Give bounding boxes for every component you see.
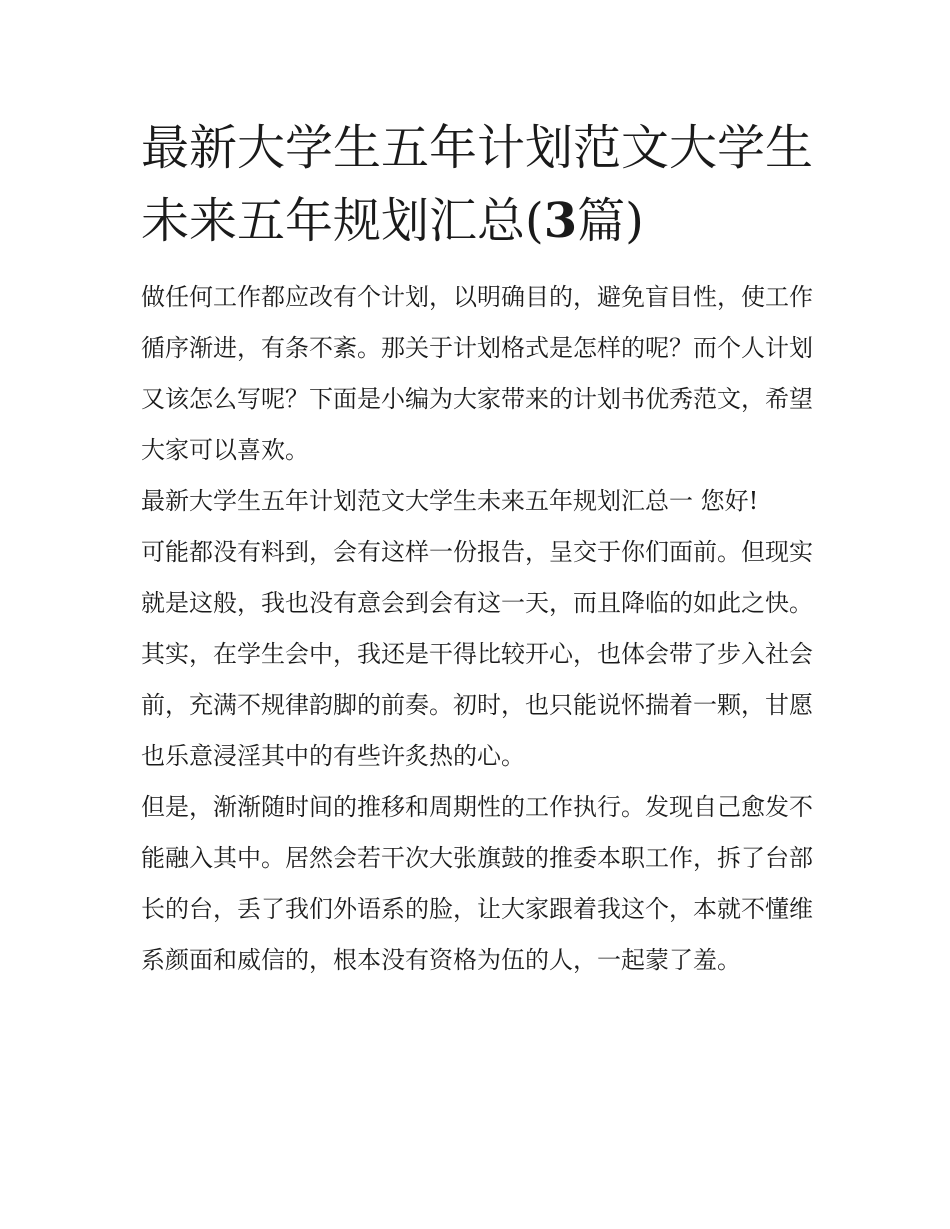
document-title: 最新大学生五年计划范文大学生未来五年规划汇总(3篇) (141, 120, 814, 249)
document-body (141, 112, 813, 986)
paragraph-section-heading: 最新大学生五年计划范文大学生未来五年规划汇总一 您好! (141, 487, 759, 515)
paragraph-intro: 做任何工作都应改有个计划，以明确目的，避免盲目性，使工作循序渐进，有条不紊。那关于计划格式是怎样的呢？而个人计划又该怎么写呢？下面是小编为大家带来的计划书优秀范文，希望大家可以喜欢。 (141, 283, 813, 464)
paragraph-student-union: 其实，在学生会中，我还是干得比较开心，也体会带了步入社会前，充满不规律韵脚的前奏。初时，也只能说怀揣着一颗，甘愿也乐意浸淫其中的有些许炙热的心。 (141, 640, 813, 770)
paragraph-report: 可能都没有料到，会有这样一份报告，呈交于你们面前。但现实就是这般，我也没有意会到会有这一天，而且降临的如此之快。 (141, 538, 813, 617)
title-count: 3 (543, 193, 578, 249)
paragraph-reflection: 但是，渐渐随时间的推移和周期性的工作执行。发现自己愈发不能融入其中。居然会若干次大张旗鼓的推委本职工作，拆了台部长的台，丢了我们外语系的脸，让大家跟着我这个，本就不懂维系颜面和威信的，根本没有资格为伍的人，一起蒙了羞。 (141, 793, 813, 974)
